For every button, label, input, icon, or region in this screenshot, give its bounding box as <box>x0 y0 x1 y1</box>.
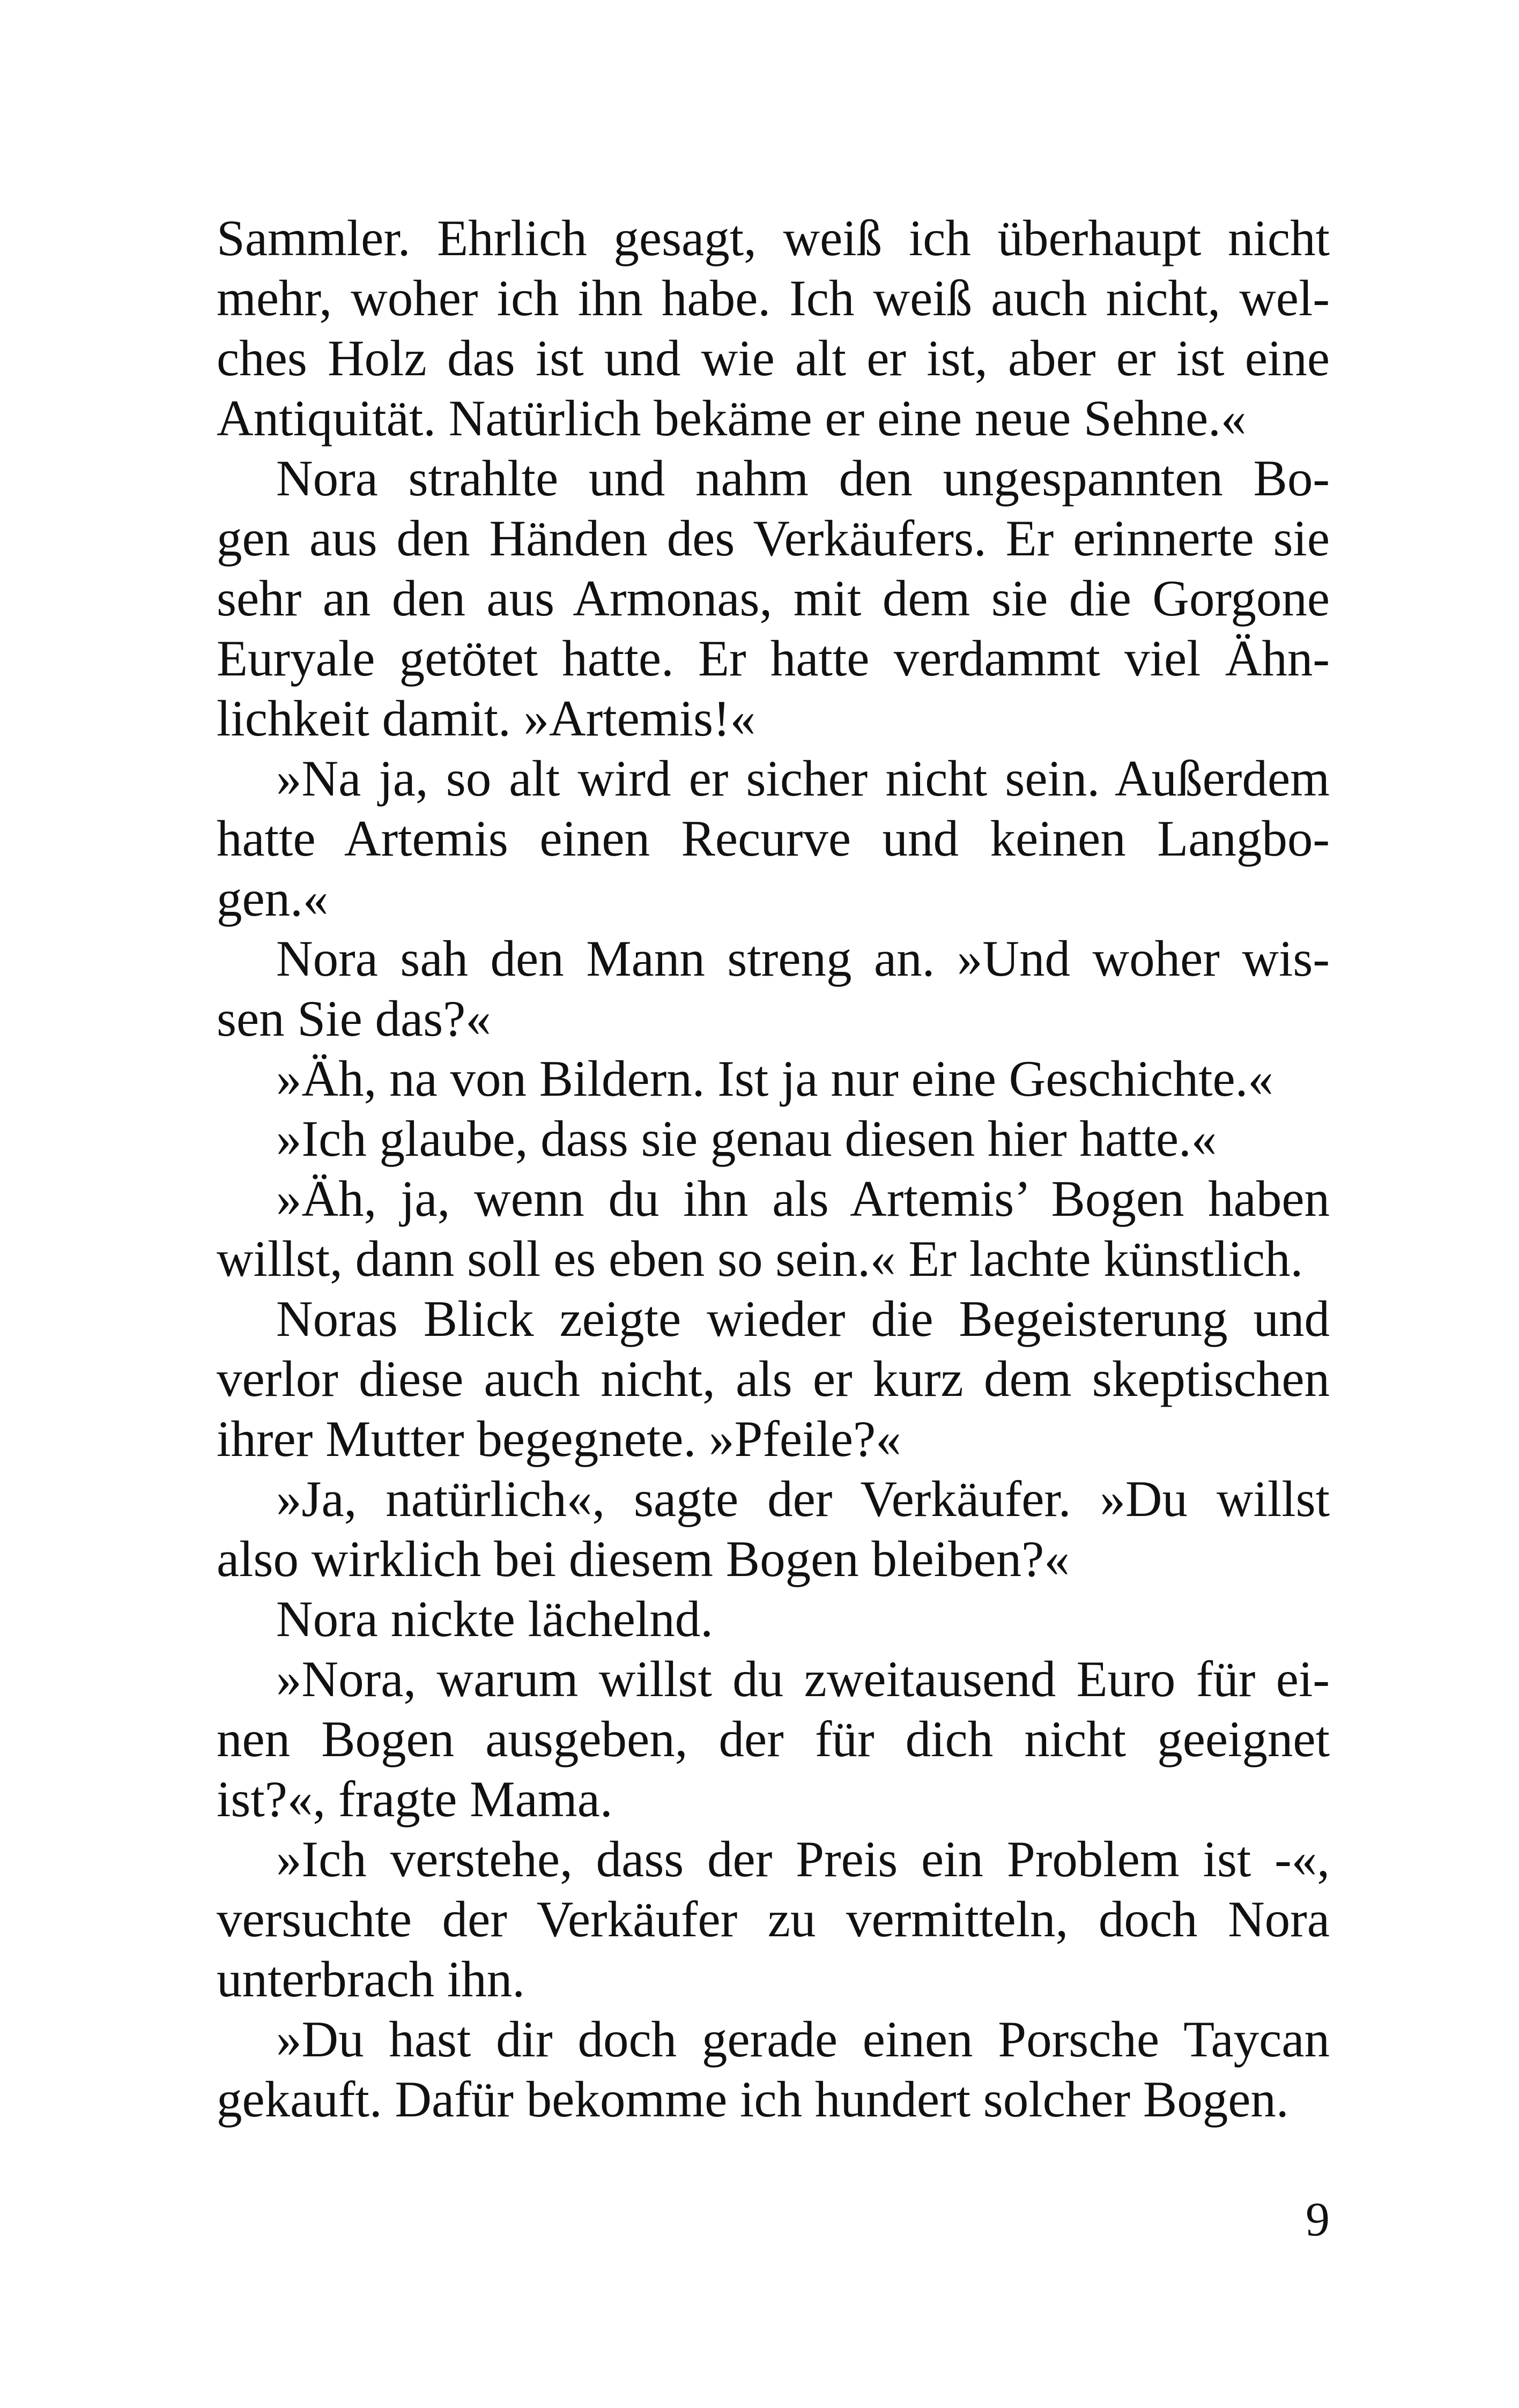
text-line: ches Holz das ist und wie alt er ist, aber er ist eine <box>217 330 1330 387</box>
text-line: ist?«, fragte Mama. <box>217 1771 613 1827</box>
text-line: Euryale getötet hatte. Er hatte verdammt viel Ähn- <box>217 630 1330 687</box>
text-line: »Äh, ja, wenn du ihn als Artemis’ Bogen haben <box>276 1170 1330 1227</box>
text-line: gekauft. Dafür bekomme ich hundert solcher Bogen. <box>217 2071 1289 2128</box>
text-line: Noras Blick zeigte wieder die Begeisterung und <box>276 1290 1330 1347</box>
text-line: verlor diese auch nicht, als er kurz dem skeptischen <box>217 1350 1330 1407</box>
text-line: Antiquität. Natürlich bekäme er eine neue Sehne.« <box>217 390 1247 447</box>
text-line: »Äh, na von Bildern. Ist ja nur eine Geschichte.« <box>276 1050 1273 1107</box>
page-number: 9 <box>1306 2193 1330 2246</box>
text-line: »Ich glaube, dass sie genau diesen hier hatte.« <box>276 1110 1217 1167</box>
text-line: sen Sie das?« <box>217 990 491 1047</box>
text-line: »Na ja, so alt wird er sicher nicht sein. Außerdem <box>276 750 1330 807</box>
text-line: lichkeit damit. »Artemis!« <box>217 690 756 747</box>
text-line: Nora sah den Mann streng an. »Und woher wis- <box>276 930 1330 987</box>
text-line: »Ja, natürlich«, sagte der Verkäufer. »Du willst <box>276 1470 1330 1527</box>
text-line: willst, dann soll es eben so sein.« Er lachte künstlich. <box>217 1230 1303 1287</box>
text-line: »Nora, warum willst du zweitausend Euro für ei- <box>276 1651 1330 1707</box>
text-line: ihrer Mutter begegnete. »Pfeile?« <box>217 1410 901 1467</box>
text-line: gen aus den Händen des Verkäufers. Er erinnerte sie <box>217 510 1330 567</box>
text-line: Nora nickte lächelnd. <box>276 1591 714 1647</box>
text-line: mehr, woher ich ihn habe. Ich weiß auch nicht, wel- <box>217 270 1330 326</box>
text-line: nen Bogen ausgeben, der für dich nicht geeignet <box>217 1711 1330 1767</box>
text-line: sehr an den aus Armonas, mit dem sie die Gorgone <box>217 570 1330 627</box>
text-line: also wirklich bei diesem Bogen bleiben?« <box>217 1530 1070 1587</box>
text-line: Sammler. Ehrlich gesagt, weiß ich überhaupt nicht <box>217 210 1330 266</box>
text-line: unterbrach ihn. <box>217 1951 525 2008</box>
text-line: versuchte der Verkäufer zu vermitteln, doch Nora <box>217 1891 1330 1948</box>
text-line: hatte Artemis einen Recurve und keinen Langbo- <box>217 810 1330 867</box>
text-line: gen.« <box>217 870 329 927</box>
text-line: »Du hast dir doch gerade einen Porsche Taycan <box>276 2011 1330 2068</box>
text-line: Nora strahlte und nahm den ungespannten Bo- <box>276 450 1330 507</box>
text-line: »Ich verstehe, dass der Preis ein Problem ist -«, <box>276 1831 1330 1887</box>
